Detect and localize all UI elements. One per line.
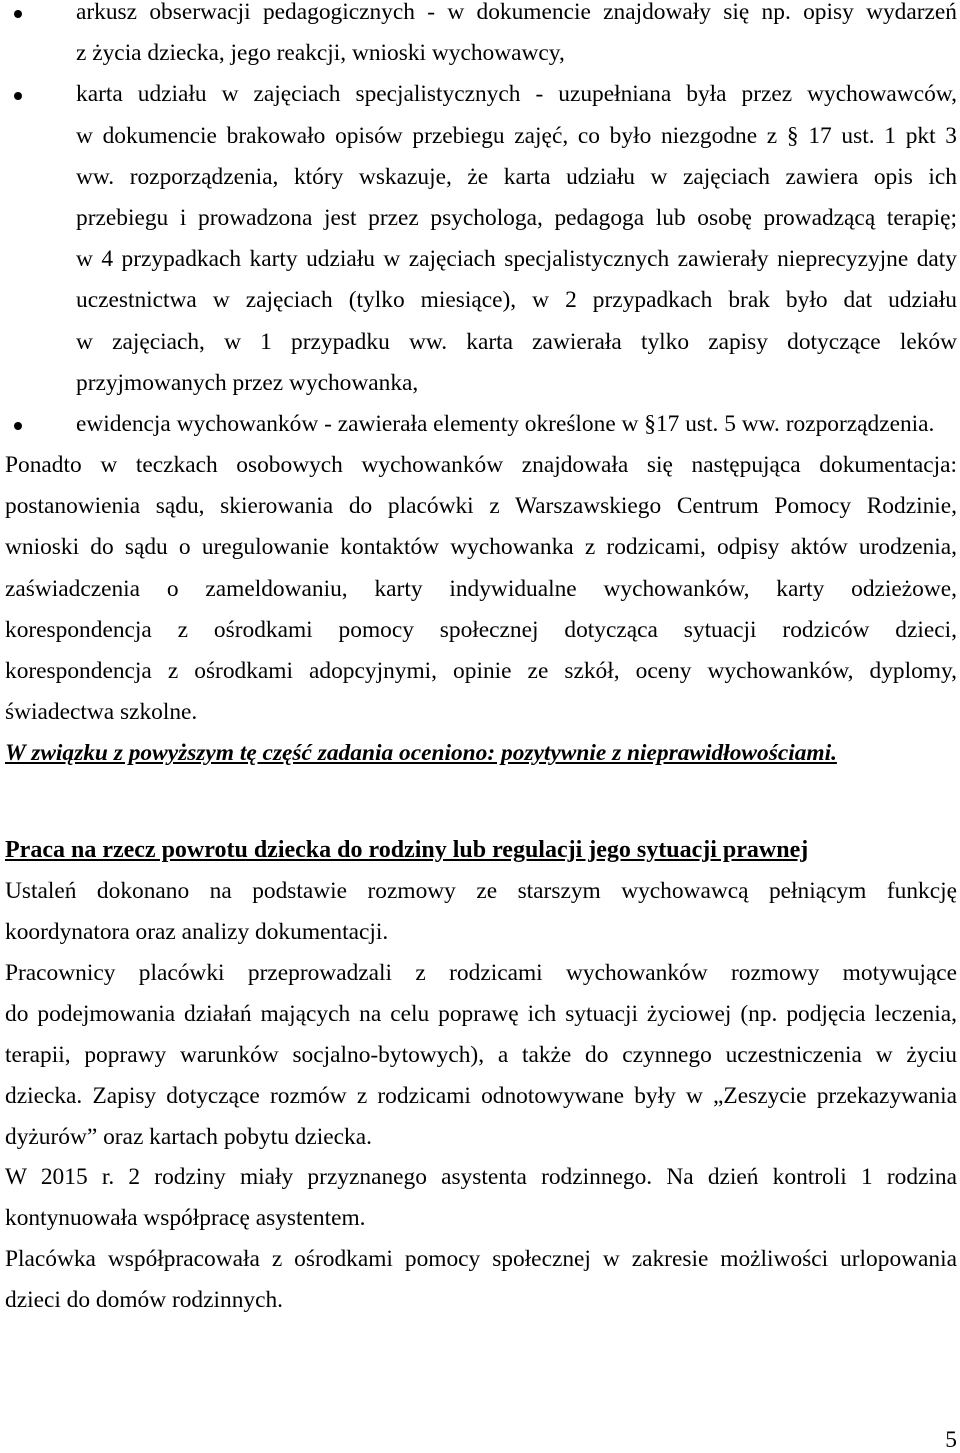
text-line: Placówka współpracowała z ośrodkami pomocy społecznej w zakresie możliwości urlopowania [5, 1246, 957, 1273]
text-line: W 2015 r. 2 rodziny miały przyznanego asystenta rodzinnego. Na dzień kontroli 1 rodzina [5, 1164, 957, 1191]
text-line: karta udziału w zajęciach specjalistycznych - uzupełniana była przez wychowawców, [76, 81, 957, 108]
text-line: do podejmowania działań mających na celu poprawę ich sytuacji życiowej (np. podjęcia leczenia, [5, 1000, 957, 1027]
text-line: w dokumencie brakowało opisów przebiegu zajęć, co było niezgodne z § 17 ust. 1 pkt 3 [76, 122, 957, 149]
paragraph [0, 953, 960, 1157]
bullet-item [0, 74, 960, 404]
text-line: ww. rozporządzenia, który wskazuje, że karta udziału w zajęciach zawiera opis ich [76, 163, 957, 190]
text-line: ewidencja wychowanków - zawierała elementy określone w §17 ust. 5 ww. rozporządzenia. [76, 410, 935, 437]
bullet-icon [14, 92, 22, 100]
text-line: przyjmowanych przez wychowanka, [76, 369, 419, 396]
text-line: świadectwa szkolne. [5, 699, 198, 726]
text-line: korespondencja z ośrodkami pomocy społecznej dotycząca sytuacji rodziców dzieci, [5, 616, 957, 643]
bullet-item [0, 404, 960, 445]
assessment-text: W związku z powyższym tę część zadania oceniono: pozytywnie z nieprawidłowościami. [5, 740, 837, 767]
section-heading-text: Praca na rzecz powrotu dziecka do rodziny lub regulacji jego sytuacji prawnej [5, 837, 809, 864]
text-line: dyżurów” oraz kartach pobytu dziecka. [5, 1123, 372, 1150]
paragraph [0, 1239, 960, 1321]
paragraph [0, 871, 960, 953]
text-line: arkusz obserwacji pedagogicznych - w dokumencie znajdowały się np. opisy wydarzeń [76, 0, 957, 25]
text-line: z życia dziecka, jego reakcji, wnioski wychowawcy, [76, 40, 565, 67]
text-line: przebiegu i prowadzona jest przez psychologa, pedagoga lub osobę prowadzącą terapię; [76, 204, 957, 231]
paragraph [0, 1157, 960, 1239]
text-line: w zajęciach, w 1 przypadku ww. karta zawierała tylko zapisy dotyczące leków [76, 328, 957, 355]
text-line: Ponadto w teczkach osobowych wychowanków znajdowała się następująca dokumentacja: [5, 452, 957, 479]
section [0, 830, 960, 1321]
text-line: kontynuowała współpracę asystentem. [5, 1205, 366, 1232]
text-line: uczestnictwa w zajęciach (tylko miesiące), w 2 przypadkach brak było dat udziału [76, 287, 957, 314]
page-number: 5 [945, 1427, 957, 1453]
assessment-conclusion [5, 733, 957, 774]
section-heading [5, 830, 957, 871]
bullet-icon [14, 10, 22, 18]
text-line: postanowienia sądu, skierowania do placówki z Warszawskiego Centrum Pomocy Rodzinie, [5, 493, 957, 520]
text-line: koordynatora oraz analizy dokumentacji. [5, 919, 389, 946]
paragraph [0, 445, 960, 733]
text-line: w 4 przypadkach karty udziału w zajęciach specjalistycznych zawierały nieprecyzyjne daty [76, 246, 957, 273]
text-line: zaświadczenia o zameldowaniu, karty indywidualne wychowanków, karty odzieżowe, [5, 575, 957, 602]
text-line: korespondencja z ośrodkami adopcyjnymi, opinie ze szkół, oceny wychowanków, dyplomy, [5, 658, 957, 684]
text-line: Pracownicy placówki przeprowadzali z rodzicami wychowanków rozmowy motywujące [5, 960, 957, 987]
text-line: wnioski do sądu o uregulowanie kontaktów wychowanka z rodzicami, odpisy aktów urodzenia, [5, 534, 957, 561]
text-line: dziecka. Zapisy dotyczące rozmów z rodzicami odnotowywane były w „Zeszycie przekazywania [5, 1082, 957, 1109]
bullet-item [0, 0, 960, 74]
text-line: terapii, poprawy warunków socjalno-bytowych), a także do czynnego uczestniczenia w życiu [5, 1041, 957, 1068]
text-line: Ustaleń dokonano na podstawie rozmowy ze starszym wychowawcą pełniącym funkcję [5, 878, 957, 905]
text-line: dzieci do domów rodzinnych. [5, 1287, 284, 1314]
bullet-icon [14, 422, 22, 430]
